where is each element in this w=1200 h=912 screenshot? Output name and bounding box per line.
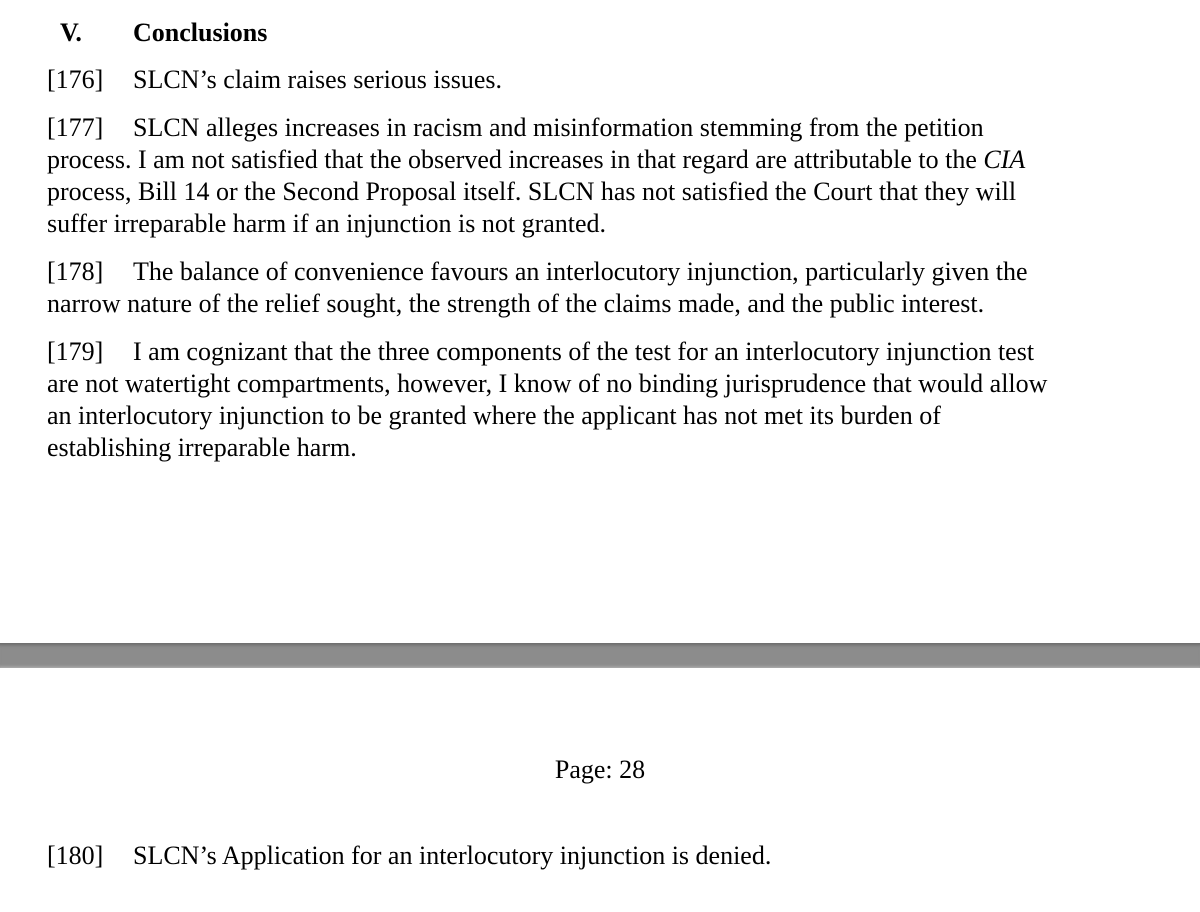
paragraph-line: an interlocutory injunction to be granted where the applicant has not met its burden of <box>47 401 941 430</box>
paragraph-line <box>47 112 1157 144</box>
paragraph-text: The balance of convenience favours an interlocutory injunction, particularly given the <box>133 257 1028 286</box>
paragraph-line <box>47 336 1157 368</box>
paragraph-number: [180] <box>47 841 104 870</box>
section-heading <box>60 16 267 50</box>
paragraph-line: suffer irreparable harm if an injunction is not granted. <box>47 209 607 238</box>
paragraph-text: I am cognizant that the three components of the test for an interlocutory injunction test <box>133 337 1035 366</box>
paragraph-text: SLCN’s Application for an interlocutory injunction is denied. <box>133 841 772 870</box>
paragraph-number: [178] <box>47 257 104 286</box>
cia-italic-term: CIA <box>983 145 1026 174</box>
paragraph-line: are not watertight compartments, however, I know of no binding jurisprudence that would allow <box>47 369 1048 398</box>
paragraph-179 <box>47 336 1157 464</box>
paragraph-text: SLCN alleges increases in racism and misinformation stemming from the petition <box>133 113 984 142</box>
paragraph-text: SLCN’s claim raises serious issues. <box>133 65 503 94</box>
paragraph-176 <box>47 64 1157 96</box>
paragraph-180 <box>47 840 1157 872</box>
paragraph-line <box>47 256 1157 288</box>
paragraph-178 <box>47 256 1157 320</box>
paragraph-line: establishing irreparable harm. <box>47 433 357 462</box>
paragraph-number: [179] <box>47 337 104 366</box>
paragraph-line: process, Bill 14 or the Second Proposal itself. SLCN has not satisfied the Court that they will <box>47 177 1017 206</box>
paragraph-line <box>47 840 1157 872</box>
section-title: Conclusions <box>133 18 268 47</box>
page-break-bar <box>0 643 1200 668</box>
paragraph-text: process. I am not satisfied that the observed increases in that regard are attributable to the <box>47 145 977 174</box>
paragraph-line <box>47 144 1157 176</box>
document-page-28 <box>0 668 1200 912</box>
section-number: V. <box>60 18 82 47</box>
page-number: Page: 28 <box>554 755 646 784</box>
paragraph-177 <box>47 112 1157 240</box>
paragraph-line: narrow nature of the relief sought, the strength of the claims made, and the public interest. <box>47 289 985 318</box>
paragraph-number: [177] <box>47 113 104 142</box>
paragraph-number: [176] <box>47 65 104 94</box>
paragraph-line <box>47 64 1157 96</box>
